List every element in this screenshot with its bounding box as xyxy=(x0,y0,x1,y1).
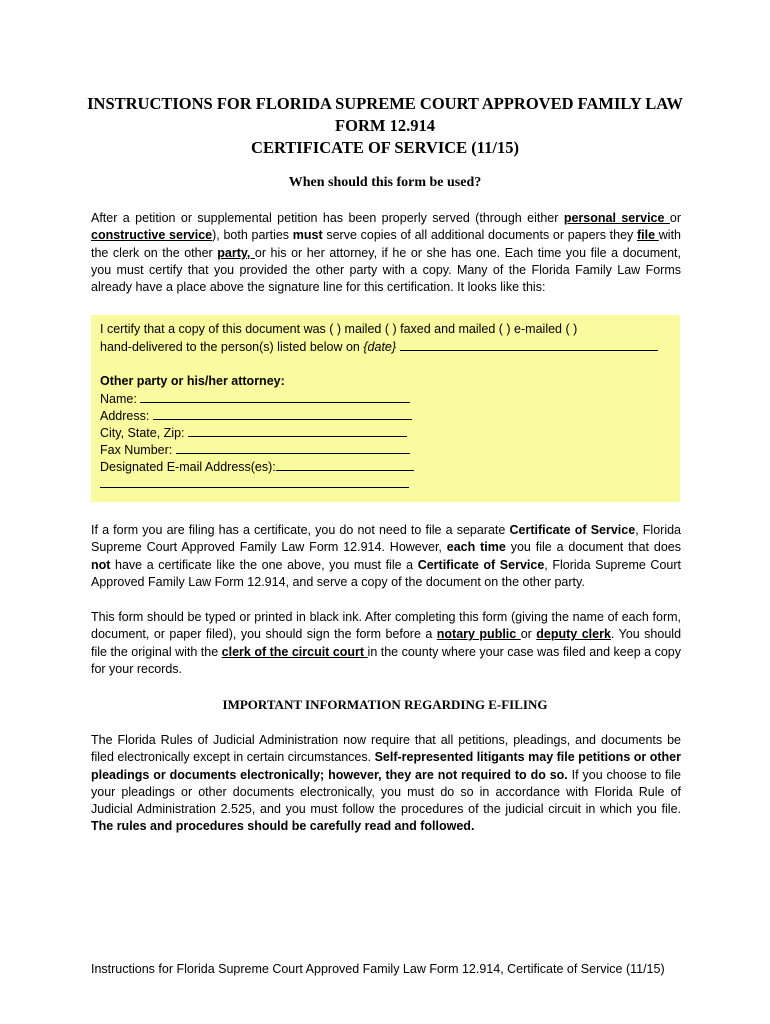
city-blank xyxy=(188,424,407,437)
date-blank xyxy=(400,338,658,351)
file-link[interactable]: file xyxy=(637,228,659,243)
certificate-paragraph: If a form you are filing has a certificate, you do not need to file a separate Certificate of Service, Florida Supreme Court Approved Family Law Form 12.914. However, each time you file a document that does not have a certificate like the one above, you must file a Certificate of Service, Florida Supreme Court Approved Family Law Form 12.914, and serve a copy of the document on the other party. xyxy=(91,523,682,589)
certify-line: I certify that a copy of this document was ( ) mailed ( ) faxed and mailed ( ) e-mailed ( ) xyxy=(100,322,578,336)
email-row-2 xyxy=(100,475,409,493)
address-blank xyxy=(153,407,412,420)
hand-delivered-line: hand-delivered to the person(s) listed below on {date} xyxy=(100,338,658,356)
name-row: Name: xyxy=(100,390,410,408)
title-line-2: FORM 12.914 xyxy=(335,116,435,135)
name-blank xyxy=(140,390,410,403)
efiling-heading: IMPORTANT INFORMATION REGARDING E-FILING xyxy=(222,697,548,712)
when-heading: When should this form be used? xyxy=(288,175,482,190)
address-row: Address: xyxy=(100,407,412,425)
clerk-circuit-court-link[interactable]: clerk of the circuit court xyxy=(221,644,368,659)
email-blank xyxy=(276,458,414,471)
typed-ink-paragraph: This form should be typed or printed in black ink. After completing this form (giving the name of each form, document, or paper filed), you should sign the form before a notary public or deputy clerk. You should file the original with the clerk of the circuit court in the county where your case was filed and keep a copy for your records. xyxy=(91,610,682,676)
date-placeholder: {date} xyxy=(363,340,397,354)
intro-paragraph: After a petition or supplemental petition has been properly served (through either personal service or constructive service), both parties must serve copies of all additional documents or papers they file with the clerk on the other party, or his or her attorney, if he or she has one. Each time you file a document, you must certify that you provided the other party with a copy. Many of the Florida Family Law Forms already have a place above the signature line for this certification. It looks like this: xyxy=(91,211,682,295)
personal-service-link[interactable]: personal service xyxy=(563,211,670,225)
fax-blank xyxy=(176,441,410,454)
title-line-3: CERTIFICATE OF SERVICE (11/15) xyxy=(251,138,519,157)
page-footer: Instructions for Florida Supreme Court Approved Family Law Form 12.914, Certificate of Service (11/15) xyxy=(91,962,665,976)
deputy-clerk-link[interactable]: deputy clerk xyxy=(536,627,611,642)
constructive-service-link[interactable]: constructive service xyxy=(91,228,213,243)
city-row: City, State, Zip: xyxy=(100,424,407,442)
party-link[interactable]: party, xyxy=(217,245,255,260)
email-row: Designated E-mail Address(es): xyxy=(100,458,414,476)
other-party-heading: Other party or his/her attorney: xyxy=(100,374,285,388)
notary-public-link[interactable]: notary public xyxy=(436,627,521,642)
email-blank-2 xyxy=(100,475,409,488)
document-title xyxy=(60,93,710,159)
title-line-1: INSTRUCTIONS FOR FLORIDA SUPREME COURT APPROVED FAMILY LAW xyxy=(87,94,683,113)
efiling-paragraph: The Florida Rules of Judicial Administration now require that all petitions, pleadings, and documents be filed electronically except in certain circumstances. Self-represented litigants may file petitions or other pleadings or documents electronically; however, they are not required to do so. If you choose to file your pleadings or other documents electronically, you must do so in accordance with Florida Rule of Judicial Administration 2.525, and you must follow the procedures of the judicial circuit in which you file. The rules and procedures should be carefully read and followed. xyxy=(91,733,681,834)
fax-row: Fax Number: xyxy=(100,441,410,459)
